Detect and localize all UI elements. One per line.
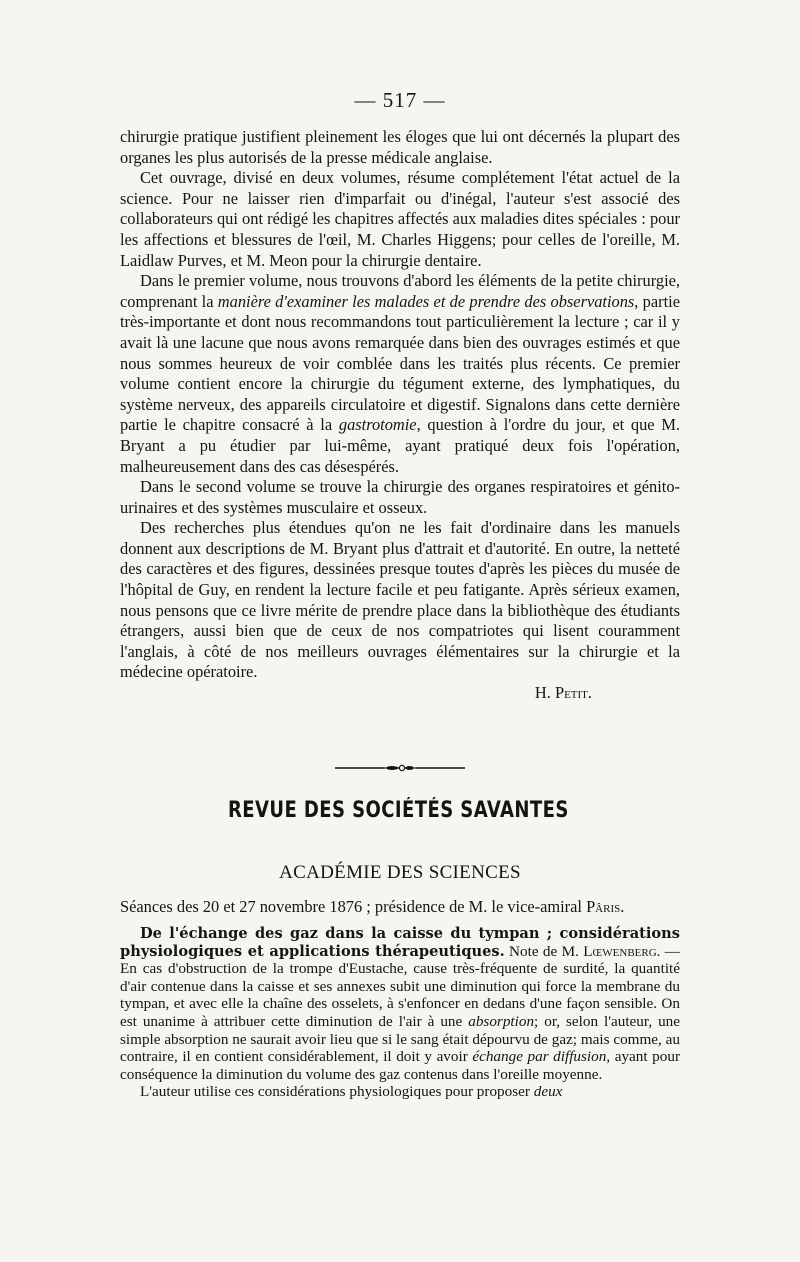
- page-number: — 517 —: [354, 88, 446, 112]
- session-dates-text: Séances des 20 et 27 novembre 1876 ; présidence de M. le vice-amiral: [120, 897, 587, 916]
- book-review: [120, 127, 680, 704]
- review-paragraph-4: Dans le second volume se trouve la chirurgie des organes respiratoires et génito-urinaires et des systèmes musculaire et osseux.: [120, 477, 680, 517]
- ornamental-rule: [335, 764, 465, 772]
- abstract-paragraph-2: [120, 1083, 680, 1101]
- abstract-paragraph-1: [120, 925, 680, 1083]
- review-p3-text-b: , partie très-importante et dont nous recommandons tout particulièrement la lecture ; car il y avait là une lacune que nous avons remarquée dans bien des ouvrages estimés et que nous sommes heureux de voir comblée dans les traités plus récents. Ce premier volume contient encore la chirurgie du tégument externe, des lymphatiques, du système nerveux, des appareils circulatoire et digestif. Signalons dans cette dernière partie le chapitre consacré à la: [120, 291, 680, 435]
- abstract-italic-2: échange par diffusion: [472, 1048, 607, 1066]
- abstract-title: De l'échange des gaz dans la caisse du tympan ; considérations physiologiques et applications thérapeutiques.: [120, 925, 680, 960]
- academy-heading: ACADÉMIE DES SCIENCES: [279, 862, 521, 883]
- review-p3-italic-2: gastrotomie: [338, 415, 417, 435]
- session-dates: [120, 896, 680, 918]
- abstract-p2-text: L'auteur utilise ces considérations physiologiques pour proposer: [140, 1083, 534, 1101]
- abstract-text-c: , ayant pour conséquence la diminution du volume des gaz contenus dans l'oreille moyenne.: [120, 1048, 681, 1083]
- review-paragraph-3: [120, 271, 680, 477]
- president-name: Pâris.: [586, 897, 625, 916]
- abstract-italic-1: absorption: [468, 1012, 535, 1030]
- abstract-text-a: — En cas d'obstruction de la trompe d'Eustache, cause très-fréquente de surdité, la quantité d'air contenue dans la caisse et ses annexes subit une diminution qui force la membrane du tympan, et avec elle la chaîne des osselets, à s'enfoncer en dedans d'une façon sensible. On est unanime à attribuer cette diminution de l'air à une: [120, 942, 680, 1030]
- review-paragraph-2: Cet ouvrage, divisé en deux volumes, résume complétement l'état actuel de la science. Pour ne laisser rien d'imparfait ou d'inégal, l'auteur s'est associé des collaborateurs qui ont rédigé les chapitres affectés aux maladies dites spéciales : pour les affections et blessures de l'œil, M. Charles Higgens; pour celles de l'oreille, M. Laidlaw Purves, et M. Meon pour la chirurgie dentaire.: [120, 168, 680, 270]
- review-p3-text-c: , question à l'ordre du jour, et que M. Bryant a pu étudier par lui-même, ayant pratiqué deux fois l'opération, malheureusement dans des cas désespérés.: [120, 415, 680, 476]
- abstract-note: Note de M.: [504, 942, 584, 960]
- section-title: REVUE DES SOCIÉTÉS SAVANTES: [228, 798, 569, 823]
- abstract-author: Lœwenberg.: [583, 942, 661, 960]
- review-p3-text-a: Dans le premier volume, nous trouvons d'abord les éléments de la petite chirurgie, comprenant la: [120, 271, 680, 311]
- abstract-p2-italic: deux: [533, 1083, 563, 1101]
- review-p3-italic-1: manière d'examiner les malades et de prendre des observations: [217, 291, 635, 311]
- abstract: [120, 925, 680, 1101]
- abstract-text-b: ; or, selon l'auteur, une simple absorption ne saurait avoir lieu que si le sang était dépourvu de gaz; mais comme, au contraire, il en contient considérablement, il doit y avoir: [120, 1012, 681, 1066]
- review-signature: H. Petit.: [534, 683, 592, 703]
- review-paragraph-5: Des recherches plus étendues qu'on ne les fait d'ordinaire dans les manuels donnent aux descriptions de M. Bryant plus d'attrait et d'autorité. En outre, la netteté des caractères et des figures, dessinées presque toutes d'après les pièces du musée de l'hôpital de Guy, en rendent la lecture facile et peu fatigante. Après sérieux examen, nous pensons que ce livre mérite de prendre place dans la bibliothèque des étudiants étrangers, aussi bien que de ceux de nos compatriotes qui lisent couramment l'anglais, à côté de nos meilleurs ouvrages élémentaires sur la chirurgie et la médecine opératoire.: [120, 518, 680, 682]
- review-paragraph-1: chirurgie pratique justifient pleinement les éloges que lui ont décernés la plupart des organes les plus autorisés de la presse médicale anglaise.: [120, 127, 680, 167]
- signature-line: [120, 683, 680, 704]
